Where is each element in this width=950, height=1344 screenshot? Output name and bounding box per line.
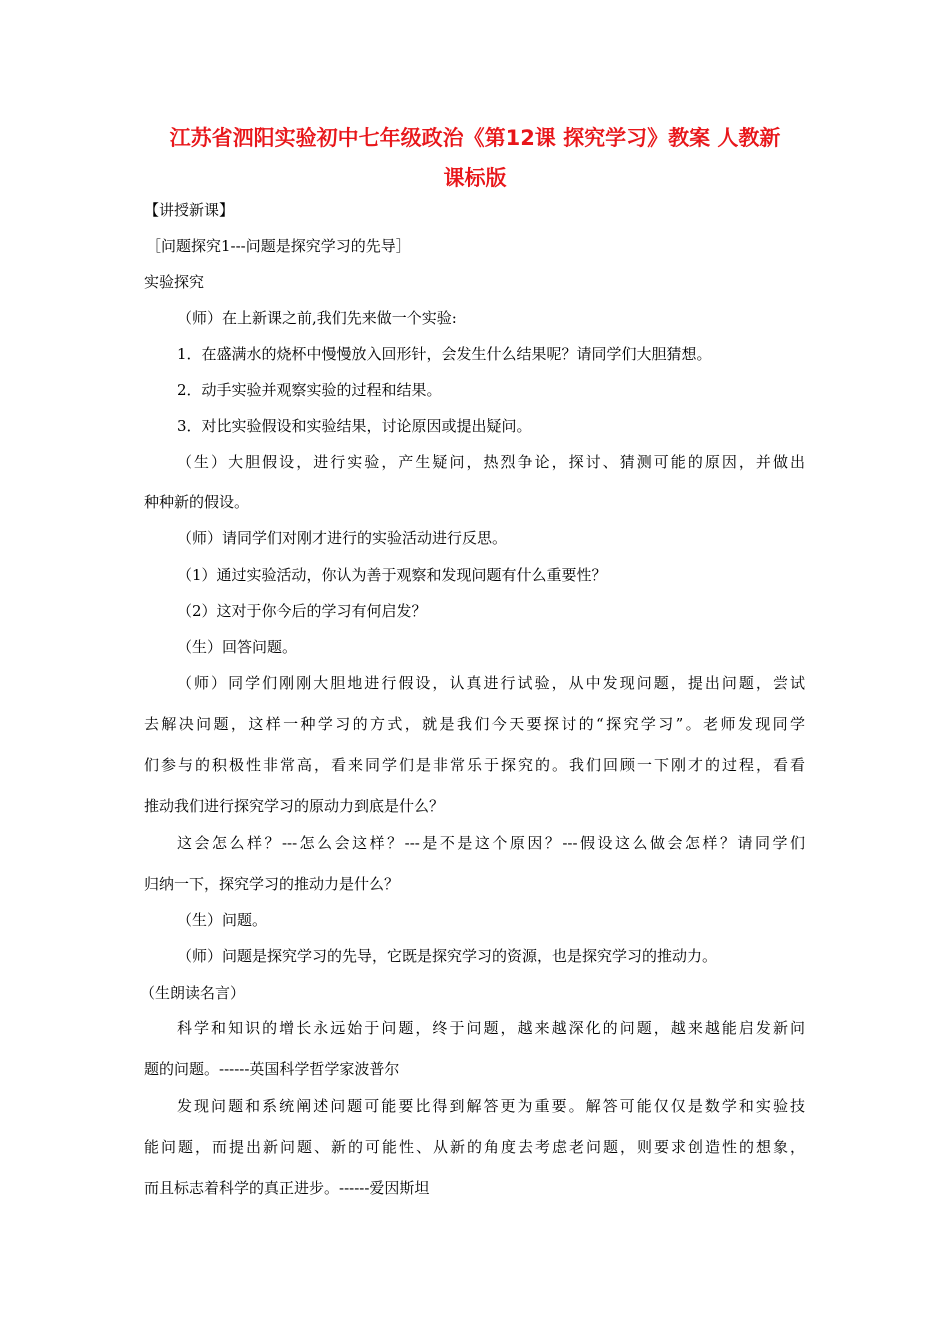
list-item: 3．对比实验假设和实验结果，讨论原因或提出疑问。 [177, 417, 532, 435]
title-line-2: 课标版 [443, 166, 507, 190]
paragraph-line: 推动我们进行探究学习的原动力到底是什么？ [144, 797, 445, 815]
paragraph-line: 这会怎么样？---怎么会这样？---是不是这个原因？---假设这么做会怎样？请同学们 [177, 834, 805, 852]
paragraph-line: 种种新的假设。 [144, 493, 250, 511]
question-item: （2）这对于你今后的学习有何启发？ [177, 602, 427, 620]
quote-line: 发现问题和系统阐述问题可能要比得到解答更为重要。解答可能仅仅是数学和实验技 [177, 1097, 805, 1115]
paragraph-line: （生）大胆假设，进行实验，产生疑问，热烈争论，探讨、猜测可能的原因，并做出 [177, 453, 805, 471]
paragraph-line: （生）问题。 [177, 911, 268, 929]
subsection-heading: 实验探究 [144, 273, 205, 291]
quote-line: 科学和知识的增长永远始于问题，终于问题，越来越深化的问题，越来越能启发新问 [177, 1019, 805, 1037]
paragraph-line: （师）在上新课之前,我们先来做一个实验: [177, 309, 457, 327]
paragraph-line: 们参与的积极性非常高，看来同学们是非常乐于探究的。我们回顾一下刚才的过程，看看 [144, 756, 805, 774]
paragraph-line: （师）请同学们对刚才进行的实验活动进行反思。 [177, 529, 508, 547]
paragraph-line: （师）同学们刚刚大胆地进行假设，认真进行试验，从中发现问题，提出问题，尝试 [177, 674, 805, 692]
quote-line: 能问题，而提出新问题、新的可能性、从新的角度去考虑老问题，则要求创造性的想象， [144, 1138, 805, 1156]
problem-heading: ［问题探究1---问题是探究学习的先导］ [146, 237, 411, 255]
paragraph-line: （生朗读名言） [140, 984, 246, 1002]
paragraph-line: 去解决问题，这样一种学习的方式，就是我们今天要探讨的“探究学习”。老师发现同学 [144, 715, 805, 733]
quote-line: 而且标志着科学的真正进步。------爱因斯坦 [144, 1179, 430, 1197]
list-item: 2．动手实验并观察实验的过程和结果。 [177, 381, 442, 399]
section-heading: 【讲授新课】 [144, 201, 235, 219]
question-item: （1）通过实验活动，你认为善于观察和发现问题有什么重要性？ [177, 566, 607, 584]
paragraph-line: （师）问题是探究学习的先导，它既是探究学习的资源，也是探究学习的推动力。 [177, 947, 718, 965]
quote-line: 题的问题。------英国科学哲学家波普尔 [144, 1060, 400, 1078]
paragraph-line: （生）回答问题。 [177, 638, 298, 656]
document-title [130, 118, 820, 198]
title-line-1: 江苏省泗阳实验初中七年级政治《第12课 探究学习》教案 人教新 [169, 126, 781, 150]
list-item: 1．在盛满水的烧杯中慢慢放入回形针，会发生什么结果呢？请同学们大胆猜想。 [177, 345, 712, 363]
paragraph-line: 归纳一下，探究学习的推动力是什么？ [144, 875, 400, 893]
